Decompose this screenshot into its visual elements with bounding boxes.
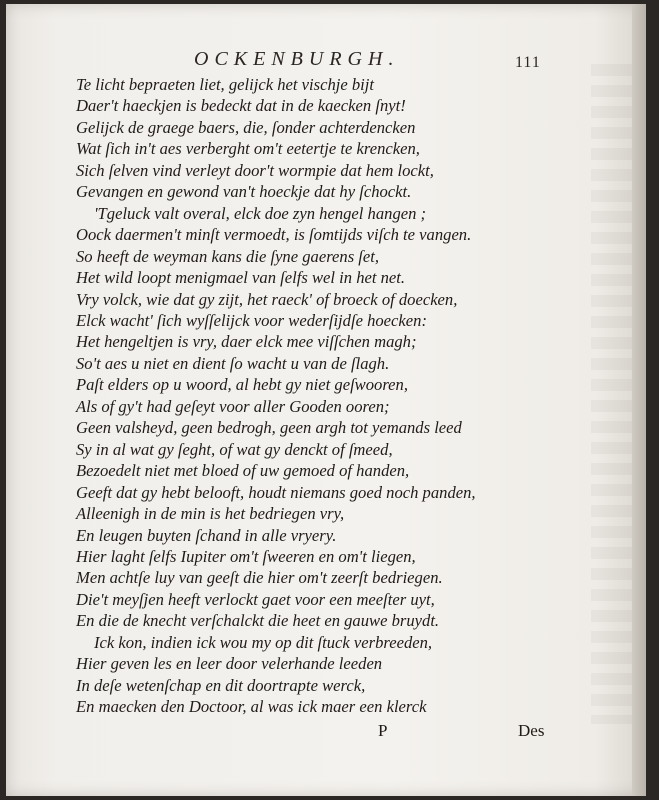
verse-line: En die de knecht verſchalckt die heet en gauwe bruydt.	[76, 611, 440, 631]
verse-line: Sy in al wat gy ſeght, of wat gy denckt of ſmeed,	[76, 439, 393, 459]
verse-line: Te licht bepraeten liet, gelijck het vischje bijt	[76, 75, 374, 94]
verse-line: Geeft dat gy hebt belooft, houdt niemans goed noch panden,	[76, 482, 476, 502]
verse-line: En maecken den Doctoor, al was ick maer een klerck	[76, 697, 427, 717]
page-header	[6, 48, 646, 74]
verse-line: En leugen buyten ſchand in alle vryery.	[76, 525, 337, 545]
verse-line: Vry volck, wie dat gy zijt, het raeck' of broeck of doecken,	[76, 289, 458, 309]
verse-line: Ick kon, indien ick wou my op dit ſtuck verbreeden,	[94, 632, 433, 652]
verse-line: Sich ſelven vind verleyt door't wormpie dat hem lockt,	[76, 160, 434, 180]
verse-line: Oock daermen't minſt vermoedt, is ſomtijds viſch te vangen.	[76, 225, 472, 245]
book-page	[6, 4, 646, 796]
running-head: OCKENBURGH.	[194, 48, 400, 70]
verse-line: 'Tgeluck valt overal, elck doe zyn hengel hangen ;	[94, 203, 427, 223]
catchword: Des	[518, 721, 545, 740]
verse-line: Gelijck de graege baers, die, ſonder achterdencken	[76, 117, 416, 137]
verse-line: Wat ſich in't aes verberght om't eetertje te krencken,	[76, 139, 420, 159]
verse-line: Die't meyſjen heeft verlockt gaet voor een meeſter uyt,	[76, 589, 435, 609]
page-edge	[632, 4, 646, 796]
verse-line: Paſt elders op u woord, al hebt gy niet geſwooren,	[76, 375, 408, 395]
verse-line: Alleenigh in de min is het bedriegen vry,	[76, 504, 345, 524]
verse-line: Geen valsheyd, geen bedrogh, geen argh tot yemands leed	[76, 418, 462, 438]
poem-text	[76, 74, 576, 718]
verse-line: Als of gy't had geſeyt voor aller Gooden ooren;	[76, 396, 390, 416]
verse-line: Hier laght ſelfs Iupiter om't ſweeren en om't liegen,	[76, 546, 416, 566]
page-number: 111	[515, 54, 541, 71]
verse-line: Bezoedelt niet met bloed of uw gemoed of handen,	[76, 461, 410, 481]
signature-mark: P	[378, 721, 388, 740]
verse-line: Het hengeltjen is vry, daer elck mee viſſchen magh;	[76, 332, 417, 352]
verse-line: Daer't haeckjen is bedeckt dat in de kaecken ſnyt!	[76, 96, 406, 116]
verse-line: Elck wacht' ſich wyſſelijck voor wederſijdſe hoecken:	[76, 310, 427, 330]
verse-line: Gevangen en gewond van't hoeckje dat hy ſchockt.	[76, 182, 412, 202]
verse-line: So heeft de weyman kans die ſyne gaerens ſet,	[76, 246, 380, 266]
verse-line: In deſe wetenſchap en dit doortrapte werck,	[76, 675, 366, 695]
verse-line: Hier geven les en leer door velerhande leeden	[76, 654, 383, 674]
verse-line: Het wild loopt menigmael van ſelfs wel in het net.	[76, 268, 406, 288]
verse-line: So't aes u niet en dient ſo wacht u van de ſlagh.	[76, 353, 390, 373]
verse-line: Men achtſe luy van geeſt die hier om't zeerſt bedriegen.	[76, 568, 443, 588]
